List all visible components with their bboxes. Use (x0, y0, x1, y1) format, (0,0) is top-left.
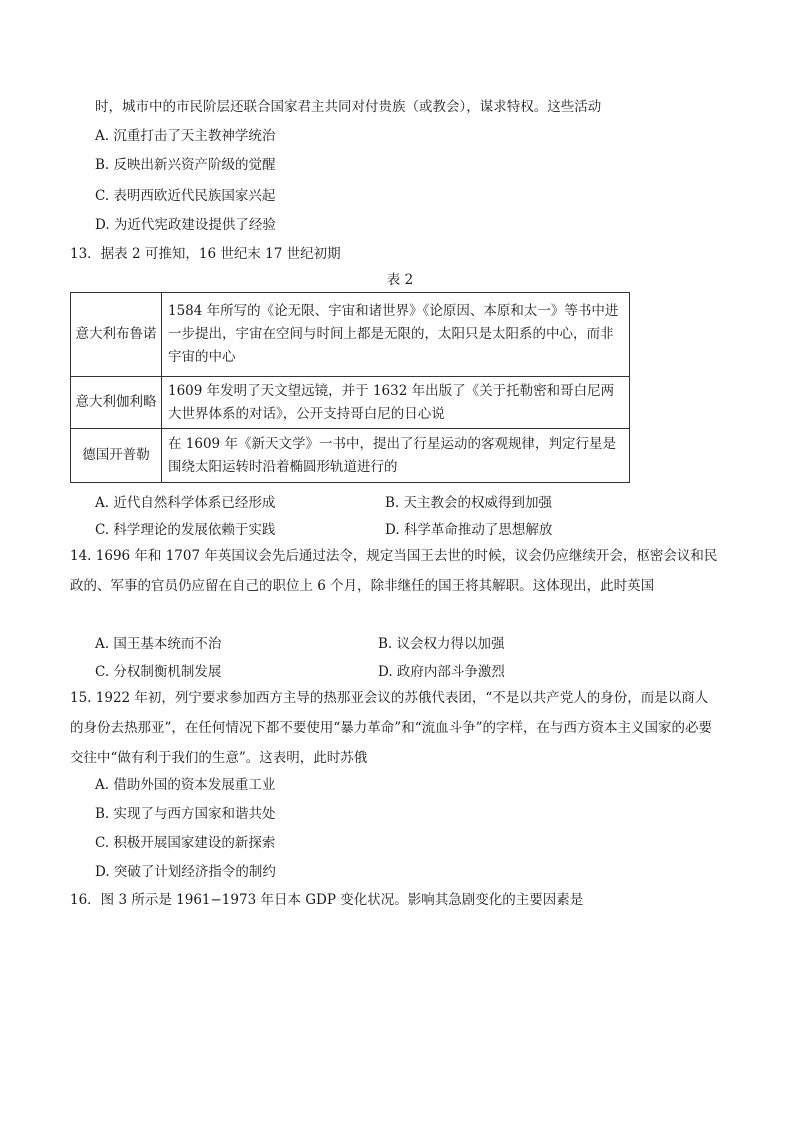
q13-option-a[interactable]: A. 近代自然科学体系已经形成 (95, 495, 276, 511)
table-cell-name: 德国开普勒 (71, 429, 162, 483)
q16-stem: 16．图 3 所示是 1961−1973 年日本 GDP 变化状况。影响其急剧变化的主要因素是 (70, 892, 584, 908)
q14-options-row-1 (95, 634, 505, 654)
table-caption: 表 2 (386, 272, 414, 288)
q15-option-b[interactable]: B. 实现了与西方国家和谐共处 (95, 806, 276, 822)
q13-option-c[interactable]: C. 科学理论的发展依赖于实践 (95, 522, 276, 538)
q15-option-c[interactable]: C. 积极开展国家建设的新探索 (95, 835, 276, 851)
q15-option-d[interactable]: D. 突破了计划经济指令的制约 (95, 864, 276, 880)
q13-option-b[interactable]: B. 天主教会的权威得到加强 (385, 495, 553, 511)
q14-option-b[interactable]: B. 议会权力得以加强 (378, 636, 505, 652)
data-table (70, 292, 630, 483)
q12-option-b[interactable]: B. 反映出新兴资产阶级的觉醒 (95, 157, 276, 173)
q15-option-a[interactable]: A. 借助外国的资本发展重工业 (95, 777, 276, 793)
table-row (71, 293, 630, 377)
q14-option-c[interactable]: C. 分权制衡机制发展 (95, 664, 222, 680)
table-cell-content: 1584 年所写的《论无限、宇宙和诸世界》《论原因、本原和太一》等书中进一步提出，宇宙在空间与时间上都是无限的，太阳只是太阳系的中心，而非宇宙的中心 (162, 293, 630, 377)
q14-options-row-2 (95, 662, 505, 682)
q12-stem-tail: 时，城市中的市民阶层还联合国家君主共同对付贵族（或教会），谋求特权。这些活动 (95, 99, 602, 115)
q12-option-d[interactable]: D. 为近代宪政建设提供了经验 (95, 217, 276, 233)
table-cell-name: 意大利伽利略 (71, 377, 162, 429)
q13-options-row-1 (95, 493, 553, 513)
q14-option-a[interactable]: A. 国王基本统而不治 (95, 636, 222, 652)
table-row (71, 377, 630, 429)
q12-option-a[interactable]: A. 沉重打击了天主教神学统治 (95, 128, 276, 144)
q13-stem: 13．据表 2 可推知，16 世纪末 17 世纪初期 (70, 246, 341, 262)
table-row (71, 429, 630, 483)
q13-option-d[interactable]: D. 科学革命推动了思想解放 (385, 522, 553, 538)
table-cell-name: 意大利布鲁诺 (71, 293, 162, 377)
q12-option-c[interactable]: C. 表明西欧近代民族国家兴起 (95, 188, 276, 204)
q15-stem: 15. 1922 年初，列宁要求参加西方主导的热那亚会议的苏俄代表团，“不是以共产党人的身份，而是以商人的身份去热那亚”，在任何情况下都不要使用“暴力革命”和“流血斗争”的字样，在与西方资本主义国家的必要交往中“做有利于我们的生意”。这表明，此时苏俄 (70, 690, 713, 766)
table-cell-content: 1609 年发明了天文望远镜，并于 1632 年出版了《关于托勒密和哥白尼两大世界体系的对话》，公开支持哥白尼的日心说 (162, 377, 630, 429)
table-cell-content: 在 1609 年《新天文学》一书中，提出了行星运动的客观规律，判定行星是围绕太阳运转时沿着椭圆形轨道进行的 (162, 429, 630, 483)
q14-stem: 14. 1696 年和 1707 年英国议会先后通过法令，规定当国王去世的时候，议会仍应继续开会，枢密会议和民政的、军事的官员仍应留在自己的职位上 6 个月，除非继任的国王将其解职。这体现出，此时英国 (70, 548, 718, 594)
q13-options-row-2 (95, 520, 553, 540)
q14-option-d[interactable]: D. 政府内部斗争激烈 (378, 664, 505, 680)
